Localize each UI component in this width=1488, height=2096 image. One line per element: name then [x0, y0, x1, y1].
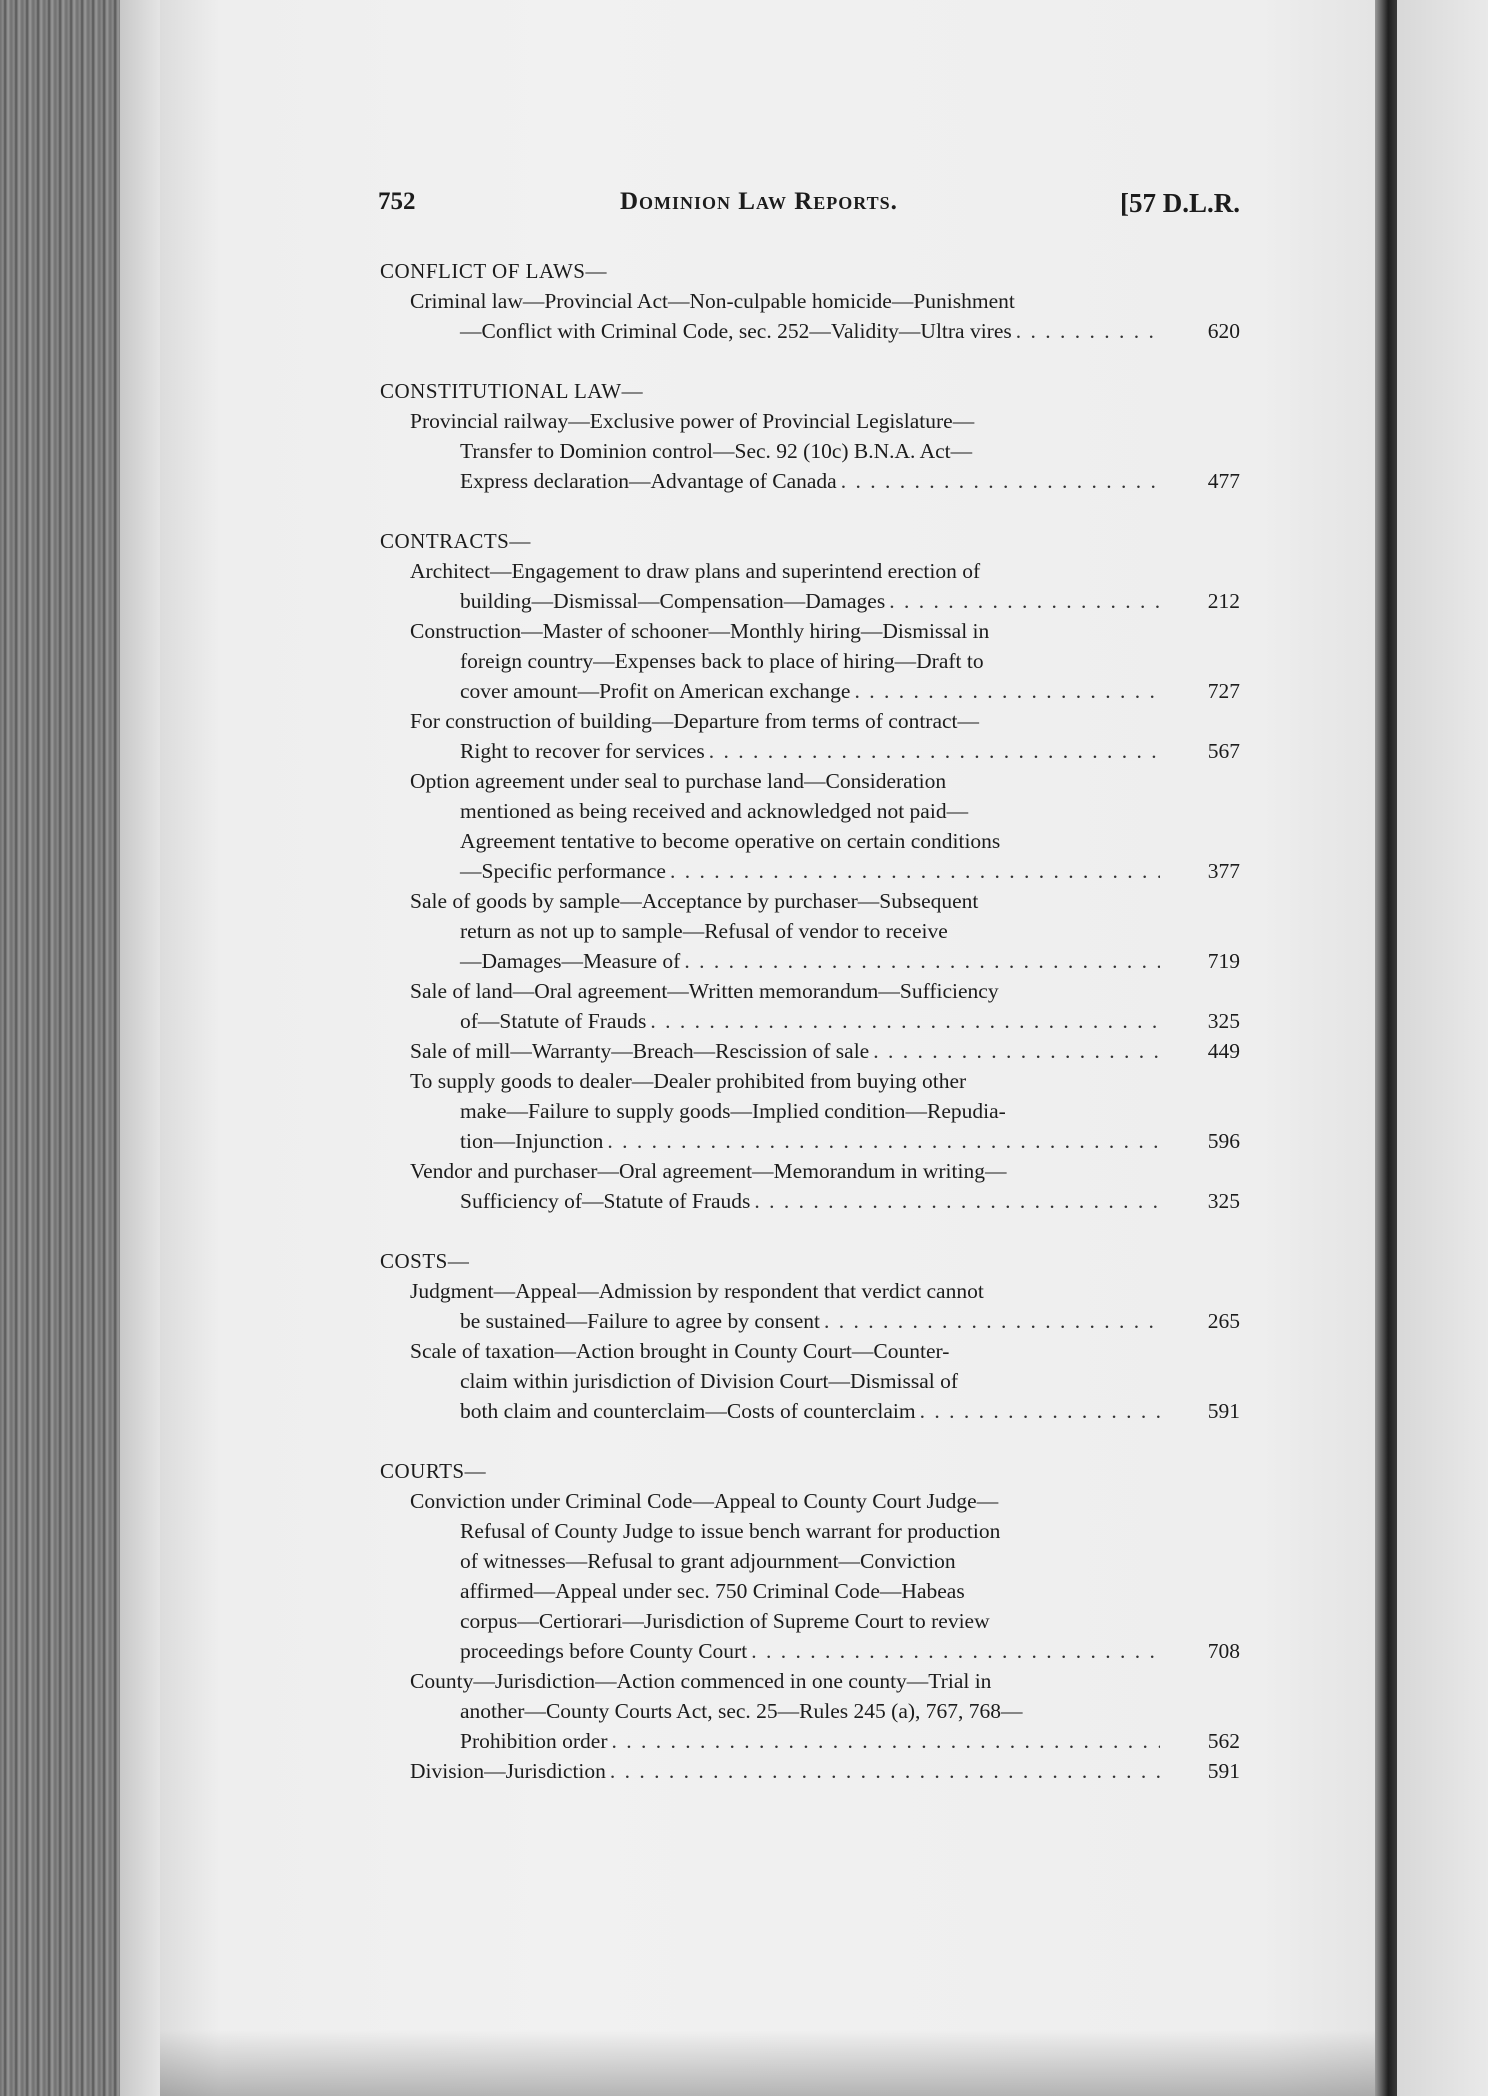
- entry-last-line: [360, 1036, 1240, 1066]
- dot-leader: [684, 946, 1160, 976]
- dot-leader: [920, 1396, 1160, 1426]
- page-reference: 708: [1207, 1639, 1240, 1663]
- dot-leader: [751, 1636, 1160, 1666]
- entry-line: make—Failure to supply goods—Implied condition—Repudia-: [460, 1099, 1006, 1123]
- page-reference: 212: [1207, 589, 1240, 613]
- dot-leader: [873, 1036, 1160, 1066]
- entry-line: of witnesses—Refusal to grant adjournment—Conviction: [460, 1549, 956, 1573]
- page-number: 752: [378, 188, 416, 215]
- entry-line: claim within jurisdiction of Division Court—Dismissal of: [460, 1369, 959, 1393]
- index-entry: [360, 1486, 1240, 1666]
- index-entry: [360, 976, 1240, 1036]
- volume-reference: [57 D.L.R.: [1120, 188, 1240, 218]
- entry-text: Sufficiency of—Statute of Frauds: [460, 1189, 751, 1213]
- dot-leader: [610, 1756, 1160, 1786]
- page-reference: 265: [1207, 1309, 1240, 1333]
- entry-last-line: [360, 1636, 1240, 1666]
- index-entry: [360, 1276, 1240, 1336]
- index-entry: [360, 616, 1240, 706]
- section-heading: CONTRACTS—: [380, 529, 531, 553]
- page-reference: 727: [1207, 679, 1240, 703]
- dot-leader: [612, 1726, 1161, 1756]
- entry-last-line: [360, 1186, 1240, 1216]
- entry-text: —Conflict with Criminal Code, sec. 252—Validity—Ultra vires: [460, 319, 1012, 343]
- entry-last-line: [360, 1126, 1240, 1156]
- entry-line: affirmed—Appeal under sec. 750 Criminal Code—Habeas: [460, 1579, 965, 1603]
- dot-leader: [670, 856, 1160, 886]
- entry-text: Prohibition order: [460, 1729, 608, 1753]
- entry-line: mentioned as being received and acknowledged not paid—: [460, 799, 969, 823]
- entry-line: Refusal of County Judge to issue bench warrant for production: [460, 1519, 1001, 1543]
- entry-last-line: [360, 1306, 1240, 1336]
- entry-last-line: [360, 1006, 1240, 1036]
- entry-text: cover amount—Profit on American exchange: [460, 679, 851, 703]
- entry-line: return as not up to sample—Refusal of vendor to receive: [460, 919, 948, 943]
- entry-line: Judgment—Appeal—Admission by respondent that verdict cannot: [410, 1279, 984, 1303]
- index-entry: [360, 556, 1240, 616]
- page-reference: 596: [1207, 1129, 1240, 1153]
- index-entry: [360, 1156, 1240, 1216]
- entry-last-line: [360, 1396, 1240, 1426]
- page-reference: 620: [1207, 319, 1240, 343]
- index-body: [360, 256, 1240, 1816]
- entry-text: Express declaration—Advantage of Canada: [460, 469, 837, 493]
- page-reference: 591: [1207, 1399, 1240, 1423]
- entry-text: tion—Injunction: [460, 1129, 604, 1153]
- entry-last-line: [360, 736, 1240, 766]
- index-section: [360, 1456, 1240, 1786]
- section-heading: COURTS—: [380, 1459, 487, 1483]
- index-entry: [360, 1036, 1240, 1066]
- entry-text: —Specific performance: [460, 859, 666, 883]
- index-section: [360, 256, 1240, 346]
- entry-line: Criminal law—Provincial Act—Non-culpable homicide—Punishment: [410, 289, 1015, 313]
- entry-last-line: [360, 1726, 1240, 1756]
- page-reference: 377: [1207, 859, 1240, 883]
- entry-text: building—Dismissal—Compensation—Damages: [460, 589, 886, 613]
- page-reference: 477: [1207, 469, 1240, 493]
- dot-leader: [650, 1006, 1160, 1036]
- entry-line: corpus—Certiorari—Jurisdiction of Supreme Court to review: [460, 1609, 990, 1633]
- page-reference: 591: [1207, 1759, 1240, 1783]
- entry-line: Agreement tentative to become operative on certain conditions: [460, 829, 1001, 853]
- index-entry: [360, 1666, 1240, 1756]
- entry-last-line: [360, 1756, 1240, 1786]
- entry-line: Sale of land—Oral agreement—Written memorandum—Sufficiency: [410, 979, 999, 1003]
- index-section: [360, 526, 1240, 1216]
- dot-leader: [754, 1186, 1160, 1216]
- entry-line: Scale of taxation—Action brought in County Court—Counter-: [410, 1339, 950, 1363]
- entry-line: Option agreement under seal to purchase land—Consideration: [410, 769, 947, 793]
- section-heading: COSTS—: [380, 1249, 470, 1273]
- entry-text: Sale of mill—Warranty—Breach—Rescission of sale: [410, 1039, 870, 1063]
- index-entry: [360, 1756, 1240, 1786]
- page-reference: 562: [1207, 1729, 1240, 1753]
- page-reference: 719: [1207, 949, 1240, 973]
- entry-text: both claim and counterclaim—Costs of counterclaim: [460, 1399, 916, 1423]
- entry-line: County—Jurisdiction—Action commenced in one county—Trial in: [410, 1669, 992, 1693]
- entry-text: Right to recover for services: [460, 739, 705, 763]
- dot-leader: [607, 1126, 1160, 1156]
- section-heading: CONFLICT OF LAWS—: [380, 259, 607, 283]
- entry-line: Sale of goods by sample—Acceptance by purchaser—Subsequent: [410, 889, 979, 913]
- index-entry: [360, 1336, 1240, 1426]
- entry-text: proceedings before County Court: [460, 1639, 748, 1663]
- dot-leader: [854, 676, 1160, 706]
- entry-text: be sustained—Failure to agree by consent: [460, 1309, 821, 1333]
- page-reference: 325: [1207, 1009, 1240, 1033]
- index-entry: [360, 286, 1240, 346]
- running-header: [375, 188, 1245, 228]
- entry-text: —Damages—Measure of: [460, 949, 681, 973]
- entry-line: For construction of building—Departure from terms of contract—: [410, 709, 980, 733]
- entry-last-line: [360, 856, 1240, 886]
- entry-line: foreign country—Expenses back to place of hiring—Draft to: [460, 649, 984, 673]
- page-reference: 449: [1207, 1039, 1240, 1063]
- entry-line: another—County Courts Act, sec. 25—Rules 245 (a), 767, 768—: [460, 1699, 1023, 1723]
- entry-line: Construction—Master of schooner—Monthly hiring—Dismissal in: [410, 619, 990, 643]
- entry-text: of—Statute of Frauds: [460, 1009, 647, 1033]
- entry-line: Architect—Engagement to draw plans and superintend erection of: [410, 559, 981, 583]
- entry-last-line: [360, 586, 1240, 616]
- entry-last-line: [360, 676, 1240, 706]
- running-title: Dominion Law Reports.: [620, 188, 898, 215]
- index-entry: [360, 706, 1240, 766]
- dot-leader: [1016, 316, 1160, 346]
- entry-last-line: [360, 466, 1240, 496]
- index-entry: [360, 766, 1240, 886]
- dot-leader: [824, 1306, 1160, 1336]
- page-reference: 567: [1207, 739, 1240, 763]
- entry-line: Conviction under Criminal Code—Appeal to County Court Judge—: [410, 1489, 999, 1513]
- entry-line: To supply goods to dealer—Dealer prohibited from buying other: [410, 1069, 967, 1093]
- index-entry: [360, 406, 1240, 496]
- dot-leader: [889, 586, 1160, 616]
- section-heading: CONSTITUTIONAL LAW—: [380, 379, 644, 403]
- entry-line: Transfer to Dominion control—Sec. 92 (10c) B.N.A. Act—: [460, 439, 973, 463]
- entry-last-line: [360, 316, 1240, 346]
- entry-line: Vendor and purchaser—Oral agreement—Memorandum in writing—: [410, 1159, 1007, 1183]
- index-section: [360, 1246, 1240, 1426]
- index-entry: [360, 1066, 1240, 1156]
- dot-leader: [841, 466, 1160, 496]
- entry-last-line: [360, 946, 1240, 976]
- entry-line: Provincial railway—Exclusive power of Provincial Legislature—: [410, 409, 975, 433]
- index-section: [360, 376, 1240, 496]
- index-entry: [360, 886, 1240, 976]
- entry-text: Division—Jurisdiction: [410, 1759, 606, 1783]
- dot-leader: [709, 736, 1160, 766]
- page-reference: 325: [1207, 1189, 1240, 1213]
